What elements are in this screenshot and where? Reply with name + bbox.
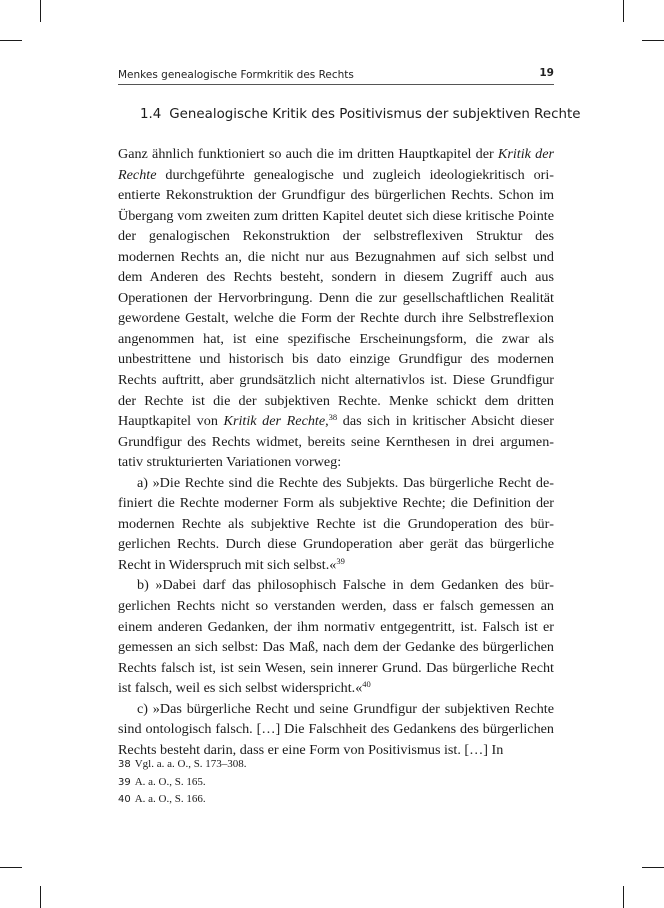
footnote-39 <box>118 774 554 792</box>
section-number: 1.4 <box>140 107 162 122</box>
footnote-text: A. a. O., S. 166. <box>134 793 206 805</box>
footnote-ref-38[interactable]: 38 <box>328 412 338 423</box>
section-title: Genealogische Kritik des Positivismus der subjektiven Rechte <box>169 107 581 122</box>
header-rule <box>118 84 554 85</box>
footnote-number: 38 <box>118 759 131 770</box>
crop-mark <box>0 40 22 41</box>
text-run: a) »Die Rechte sind die Rechte des Subjekts. Das bürgerliche Recht definiert die Rechte moderner Form als subjektive Rechte; die Definition der modernen Rechte als subjektive Rechte ist die Grundoperation des bürgerlichen Rechts. Durch diese Grundoperation aber gerät das bürgerliche Recht in Widerspruch mit sich selbst.« <box>118 474 554 573</box>
text-run: das sich in kritischer Absicht dieser Grundfigur des Rechts widmet, bereits seine Kernthesen in drei argumentativ strukturierten Variationen vorweg: <box>118 413 554 471</box>
text-run: , <box>325 413 329 430</box>
footnote-number: 40 <box>118 794 131 805</box>
crop-mark <box>40 886 41 908</box>
crop-mark <box>623 886 624 908</box>
text-run: Ganz ähnlich funktioniert so auch die im dritten Hauptkapitel der <box>118 146 498 162</box>
page-number: 19 <box>539 67 554 79</box>
quote-b <box>118 575 554 698</box>
text-run: c) »Das bürgerliche Recht und seine Grundfigur der subjektiven Rechte sind ontologisch falsch. […] Die Falschheit des Gedankens des bürgerlichen Rechts besteht darin, dass er eine Form von Positivismus ist. […] In <box>118 700 554 758</box>
crop-mark <box>623 0 624 22</box>
footnote-text: A. a. O., S. 165. <box>134 775 206 788</box>
crop-mark <box>642 40 664 41</box>
quote-c <box>118 699 554 761</box>
text-run: b) »Dabei darf das philosophisch Falsche in dem Gedanken des bürgerlichen Rechts nicht so verstanden werden, dass er falsch gemessen an einem anderen Gedanken, der ihm normativ entgegentritt, ist. Falsch ist er gemessen an sich selbst: Das Maß, nach dem der Gedanke des bürgerlichen Rechts falsch ist, ist sein Wesen, sein innerer Grund. Das bürgerliche Recht ist falsch, weil es sich selbst widerspricht.« <box>118 577 554 697</box>
footnotes <box>118 756 554 809</box>
footnote-ref-40[interactable]: 40 <box>362 679 371 690</box>
quote-a <box>118 473 554 576</box>
section-heading <box>140 107 580 122</box>
crop-mark <box>40 0 41 22</box>
book-title: Kritik der Rechte <box>118 146 554 183</box>
footnote-38 <box>118 756 554 774</box>
footnote-number: 39 <box>118 776 131 788</box>
crop-mark <box>642 867 664 868</box>
text-run: durchgeführte genealogische und zugleich ideologiekritisch orientierte Rekonstruktion der Grundfigur des bürgerlichen Rechts. Schon im Übergang vom zweiten zum dritten Kapitel deutet sich diese kritische Pointe der genalogischen Rekonstruktion der selbstreflexiven Struktur des modernen Rechts an, die nicht nur aus Bezugnahmen auf sich selbst und dem Anderen des Rechts besteht, sondern in diesem Zugriff auch aus Operationen der Hervorbringung. Denn die zur gesellschaftlichen Realität gewordene Gestalt, welche die Form der Rechte durch ihre Selbstreflexion angenommen hat, ist eine spezifische Erscheinungsform, die zwar als unbestrittene und historisch bis dato einzige Grundfigur des modernen Rechts auftritt, aber grundsätzlich nicht alternativlos ist. Diese Grundfigur der Rechte ist die der subjektiven Rechte. Menke schickt dem dritten Hauptkapitel von <box>118 166 554 430</box>
paragraph-1 <box>118 144 554 473</box>
footnote-ref-39[interactable]: 39 <box>336 555 345 566</box>
book-title: Kritik der Rechte <box>223 413 326 430</box>
running-title: Menkes genealogische Formkritik des Rechts <box>118 69 354 81</box>
running-header <box>118 69 554 81</box>
crop-mark <box>0 867 22 868</box>
footnote-40 <box>118 791 554 809</box>
footnote-text: Vgl. a. a. O., S. 173–308. <box>134 758 247 770</box>
body-text <box>118 144 554 760</box>
